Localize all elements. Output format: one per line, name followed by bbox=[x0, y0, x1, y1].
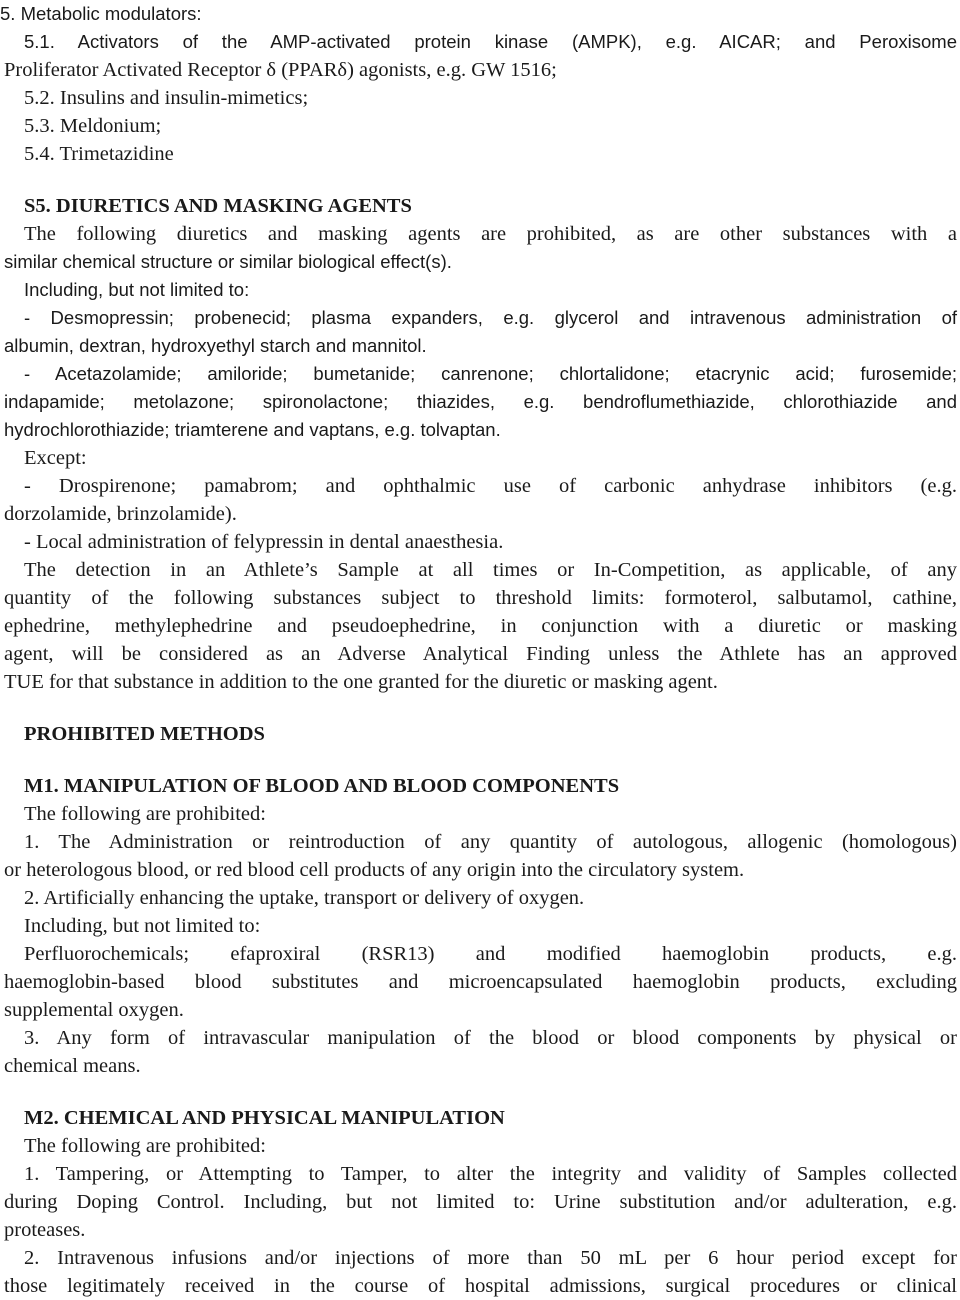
spacer bbox=[4, 748, 957, 772]
m1-item-2-detail-cont2: supplemental oxygen. bbox=[4, 999, 184, 1021]
metabolic-item-5-1-cont: Proliferator Activated Receptor δ (PPARδ) agonists, e.g. GW 1516; bbox=[4, 59, 557, 81]
s5-detection-cont-4: TUE for that substance in addition to the one granted for the diuretic or masking agent. bbox=[4, 671, 718, 693]
metabolic-heading: 5. Metabolic modulators: bbox=[0, 3, 202, 24]
m1-item-3-cont: chemical means. bbox=[4, 1055, 141, 1077]
s5-intro: The following diuretics and masking agents are prohibited, as are other substances with a bbox=[24, 223, 957, 245]
spacer bbox=[4, 696, 957, 720]
s5-detection: The detection in an Athlete’s Sample at all times or In-Competition, as applicable, of any bbox=[24, 559, 957, 581]
spacer bbox=[4, 1080, 957, 1104]
s5-except-1-cont: dorzolamide, brinzolamide). bbox=[4, 503, 237, 525]
m1-item-2-detail: Perfluorochemicals; efaproxiral (RSR13) and modified haemoglobin products, e.g. bbox=[24, 943, 957, 965]
metabolic-item-5-4: 5.4. Trimetazidine bbox=[24, 143, 174, 165]
s5-list-1-cont: albumin, dextran, hydroxyethyl starch and mannitol. bbox=[4, 335, 427, 356]
s5-heading: S5. DIURETICS AND MASKING AGENTS bbox=[24, 195, 412, 217]
m1-item-1: 1. The Administration or reintroduction of any quantity of autologous, allogenic (homologous) bbox=[24, 831, 957, 853]
s5-except: Except: bbox=[24, 447, 87, 469]
m1-intro: The following are prohibited: bbox=[24, 803, 266, 825]
s5-list-2: - Acetazolamide; amiloride; bumetanide; canrenone; chlortalidone; etacrynic acid; furosemide; bbox=[24, 363, 957, 384]
s5-except-1: - Drospirenone; pamabrom; and ophthalmic use of carbonic anhydrase inhibitors (e.g. bbox=[24, 475, 957, 497]
s5-section bbox=[4, 192, 957, 696]
s5-except-2: - Local administration of felypressin in dental anaesthesia. bbox=[24, 531, 504, 553]
spacer bbox=[4, 168, 957, 192]
m1-item-2: 2. Artificially enhancing the uptake, transport or delivery of oxygen. bbox=[24, 887, 585, 909]
s5-detection-cont-2: ephedrine, methylephedrine and pseudoephedrine, in conjunction with a diuretic or masking bbox=[4, 615, 957, 637]
metabolic-item-5-2: 5.2. Insulins and insulin-mimetics; bbox=[24, 87, 309, 109]
s5-intro-cont: similar chemical structure or similar biological effect(s). bbox=[4, 251, 452, 272]
m2-heading: M2. CHEMICAL AND PHYSICAL MANIPULATION bbox=[24, 1107, 505, 1129]
m2-item-2-cont: those legitimately received in the course of hospital admissions, surgical procedures or clinical bbox=[4, 1275, 957, 1297]
m2-item-1-cont2: proteases. bbox=[4, 1219, 86, 1241]
s5-list-2-cont2: hydrochlorothiazide; triamterene and vaptans, e.g. tolvaptan. bbox=[4, 419, 501, 440]
m2-intro: The following are prohibited: bbox=[24, 1135, 266, 1157]
m2-item-1-cont: during Doping Control. Including, but not limited to: Urine substitution and/or adulteration, e.g. bbox=[4, 1191, 957, 1213]
metabolic-item-5-1: 5.1. Activators of the AMP-activated protein kinase (AMPK), e.g. AICAR; and Peroxisome bbox=[24, 31, 957, 52]
m2-section bbox=[4, 1104, 957, 1300]
metabolic-modulators-section bbox=[0, 0, 957, 168]
prohibited-methods-heading: PROHIBITED METHODS bbox=[24, 723, 265, 745]
s5-including: Including, but not limited to: bbox=[24, 279, 250, 300]
s5-list-1: - Desmopressin; probenecid; plasma expanders, e.g. glycerol and intravenous administration of bbox=[24, 307, 957, 328]
m2-item-2: 2. Intravenous infusions and/or injections of more than 50 mL per 6 hour period except for bbox=[24, 1247, 957, 1269]
metabolic-item-5-3: 5.3. Meldonium; bbox=[24, 115, 162, 137]
s5-list-2-cont: indapamide; metolazone; spironolactone; thiazides, e.g. bendroflumethiazide, chlorothiazide and bbox=[4, 391, 957, 412]
s5-detection-cont-1: quantity of the following substances subject to threshold limits: formoterol, salbutamol, cathine, bbox=[4, 587, 957, 609]
m1-item-2-detail-cont: haemoglobin-based blood substitutes and microencapsulated haemoglobin products, excluding bbox=[4, 971, 957, 993]
m1-item-1-cont: or heterologous blood, or red blood cell products of any origin into the circulatory system. bbox=[4, 859, 745, 881]
s5-detection-cont-3: agent, will be considered as an Adverse Analytical Finding unless the Athlete has an approved bbox=[4, 643, 957, 665]
m1-heading: M1. MANIPULATION OF BLOOD AND BLOOD COMPONENTS bbox=[24, 775, 620, 797]
m1-including: Including, but not limited to: bbox=[24, 915, 261, 937]
m1-item-3: 3. Any form of intravascular manipulation of the blood or blood components by physical or bbox=[24, 1027, 957, 1049]
m2-item-1: 1. Tampering, or Attempting to Tamper, to alter the integrity and validity of Samples collected bbox=[24, 1163, 957, 1185]
m1-section bbox=[4, 772, 957, 1080]
